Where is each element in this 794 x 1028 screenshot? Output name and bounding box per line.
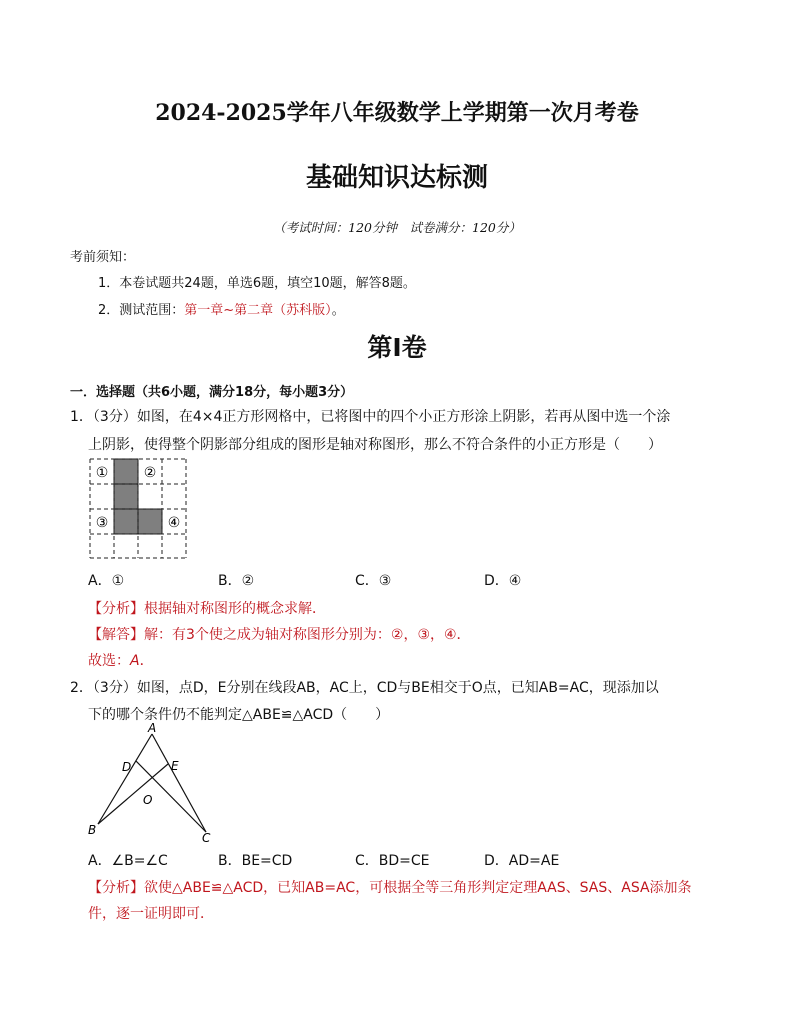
q2-option-c[interactable]: C．BD=CE	[355, 853, 430, 869]
notice-item-2	[98, 299, 345, 318]
q2-analysis-line1: 【分析】欲使△ABE≌△ACD，已知AB=AC，可根据全等三角形判定定理AAS、SAS、ASA添加条	[88, 880, 692, 896]
q2-label-e: E	[171, 759, 179, 773]
q2-option-d[interactable]: D．AD=AE	[484, 853, 560, 869]
notice-item-2-prefix: 2．测试范围：	[98, 303, 185, 318]
exam-subtitle: 基础知识达标测	[305, 163, 488, 193]
q2-triangle-figure	[82, 722, 222, 846]
q1-option-b[interactable]: B．②	[218, 573, 255, 589]
q1-conclusion-suffix: ．	[139, 653, 154, 669]
q1-conclusion	[88, 650, 154, 670]
q1-conclusion-answer: A	[130, 653, 140, 669]
notice-item-2-suffix: 。	[331, 303, 345, 318]
q2-stem-line1: 2．（3分）如图，点D，E分别在线段AB，AC上，CD与BE相交于O点，已知AB=AC，现添加以	[70, 680, 659, 696]
q1-label-4: ④	[167, 515, 181, 531]
exam-title: 2024-2025学年八年级数学上学期第一次月考卷	[155, 100, 639, 126]
notice-item-1: 1．本卷试题共24题，单选6题，填空10题，解答8题。	[98, 276, 416, 291]
q2-label-b: B	[88, 823, 97, 837]
q1-option-a[interactable]: A．①	[88, 573, 125, 589]
q1-label-3: ③	[95, 515, 109, 531]
q2-option-a[interactable]: A．∠B=∠C	[88, 853, 168, 869]
q2-label-c: C	[202, 831, 211, 845]
q1-label-1: ①	[95, 465, 109, 481]
q1-label-2: ②	[143, 465, 157, 481]
q1-analysis: 【分析】根据轴对称图形的概念求解．	[88, 601, 326, 617]
q2-label-a: A	[148, 722, 157, 735]
q1-stem-line1: 1．（3分）如图，在4×4正方形网格中，已将图中的四个小正方形涂上阴影，若再从图中选一个涂	[70, 409, 671, 425]
exam-info: （考试时间：120分钟 试卷满分：120分）	[273, 220, 521, 235]
q2-label-o: O	[143, 793, 153, 807]
q2-analysis-line2: 件，逐一证明即可．	[88, 906, 214, 922]
q1-stem-line2: 上阴影，使得整个阴影部分组成的图形是轴对称图形，那么不符合条件的小正方形是（ ）	[88, 437, 662, 453]
q1-option-d[interactable]: D．④	[484, 573, 522, 589]
q2-triangle-lines	[98, 734, 206, 832]
test-range: 第一章~第二章（苏科版）	[184, 303, 332, 318]
q1-option-c[interactable]: C．③	[355, 573, 392, 589]
q1-answer: 【解答】解：有3个使之成为轴对称图形分别为：②，③，④．	[88, 627, 471, 643]
q1-conclusion-prefix: 故选：	[88, 653, 130, 669]
q2-option-b[interactable]: B．BE=CD	[218, 853, 293, 869]
q2-stem-line2: 下的哪个条件仍不能判定△ABE≌△ACD（ ）	[88, 707, 390, 723]
q1-grid-figure	[88, 456, 192, 560]
notice-label: 考前须知：	[70, 250, 136, 265]
q2-label-d: D	[122, 760, 132, 774]
volume-title: 第Ⅰ卷	[367, 333, 427, 362]
section-title: 一．选择题（共6小题，满分18分，每小题3分）	[70, 385, 354, 400]
